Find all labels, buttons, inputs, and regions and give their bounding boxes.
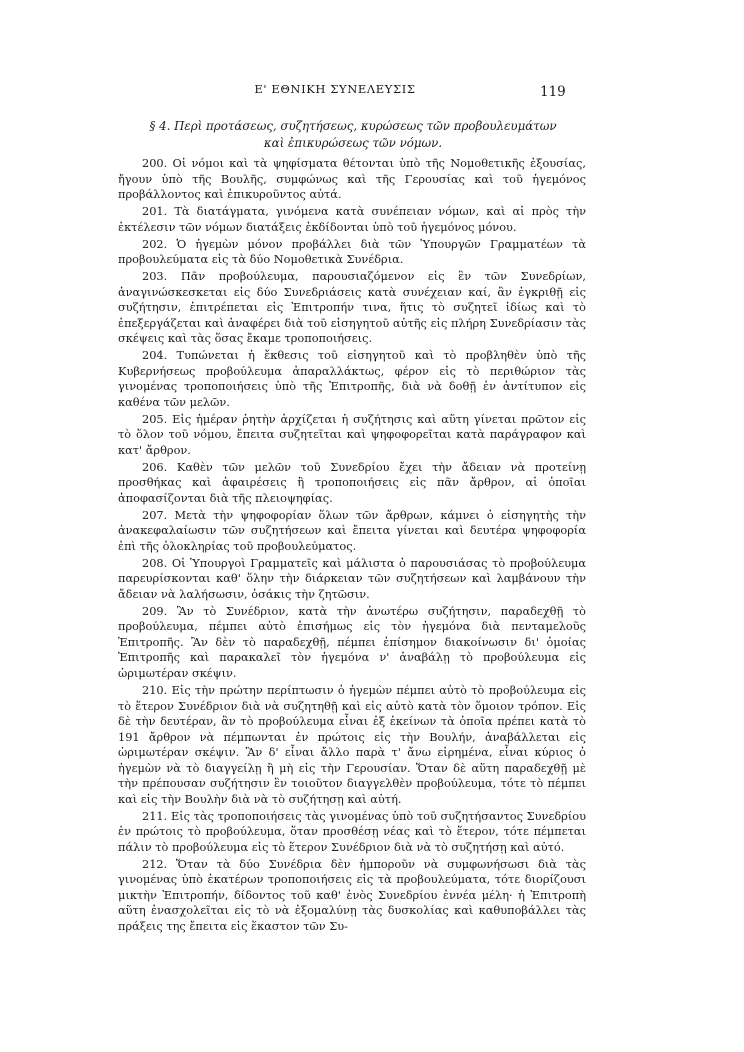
paragraph-text: Καθὲν τῶν μελῶν τοῦ Συνεδρίου ἔχει τὴν ἄδειαν νὰ προτείνῃ προσθήκας καὶ ἀφαιρέσεις ἢ τροποποιήσεις εἰς πᾶν ἄρθρον, αἱ ὁποῖαι ἀποφασίζονται διὰ τῆς πλειοψηφίας. <box>118 459 587 505</box>
paragraph-text: Ὁ ἡγεμὼν μόνον προβάλλει διὰ τῶν Ὑπουργῶν Γραμματέων τὰ προβουλεύματα εἰς τὰ δύο Νομοθετικὰ Συνέδρια. <box>118 236 586 267</box>
paragraph-number: 201. <box>142 204 168 219</box>
paragraph-number: 211. <box>142 808 168 823</box>
paragraph-203 <box>118 269 586 347</box>
section-heading-line-2: καὶ ἐπικυρώσεως τῶν νόμων. <box>263 136 443 150</box>
paragraph-number: 207. <box>142 507 168 522</box>
paragraph-number: 208. <box>142 555 168 570</box>
paragraph-text: Ὅταν τὰ δύο Συνέδρια δὲν ἠμποροῦν νὰ συμφωνήσωσι διὰ τὰς γινομένας ὑπὸ ἑκατέρων τροποποιήσεις εἰς τὰ προβουλεύματα, τότε διορίζουσι μικτὴν Ἐπιτροπήν, δίδοντος τοῦ καθ' ἑνὸς Συνεδρίου ἐννέα μέλη· ἡ Ἐπιτροπὴ αὕτη ἐνασχολεῖται εἰς τὸ νὰ ἐξομαλύνῃ τὰς δυσκολίας καὶ καθυποβάλλει τὰς πράξεις της ἔπειτα εἰς ἕκαστον τῶν Συ- <box>118 856 586 933</box>
paragraph-202 <box>118 237 586 268</box>
paragraph-212 <box>118 857 586 935</box>
paragraph-205 <box>118 412 586 459</box>
paragraph-number: 212. <box>142 856 168 871</box>
section-heading-line-1: § 4. Περὶ προτάσεως, συζητήσεως, κυρώσεως τῶν προβουλευμάτων <box>149 119 557 133</box>
paragraph-text: Εἰς τὰς τροποποιήσεις τὰς γινομένας ὑπὸ τοῦ συζητήσαντος Συνεδρίου ἐν πρώτοις τὸ προβούλευμα, ὅταν προσθέσῃ νέας καὶ τὸ ἕτερον, τότε πέμπεται πάλιν τὸ προβούλευμα εἰς τὸ ἕτερον Συνέδριον διὰ νὰ τὸ συζητήσῃ καὶ αὐτό. <box>118 808 586 854</box>
section-heading <box>118 118 588 152</box>
paragraph-number: 204. <box>142 348 168 363</box>
paragraph-number: 203. <box>142 269 168 283</box>
paragraph-number: 200. <box>142 156 168 170</box>
paragraph-number: 202. <box>142 236 168 251</box>
paragraph-text: Τυπώνεται ἡ ἔκθεσις τοῦ εἰσηγητοῦ καὶ τὸ προβληθὲν ὑπὸ τῆς Κυβερνήσεως προβούλευμα ἀπαραλλάκτως, φέρον εἰς τὸ περιθώριον τὰς γινομένας τροποποιήσεις ὑπὸ τῆς Ἐπιτροπῆς, διὰ νὰ δοθῇ ἐν ἀντίτυπον εἰς καθένα τῶν μελῶν. <box>118 348 587 409</box>
paragraph-text: Ἂν τὸ Συνέδριον, κατὰ τὴν ἀνωτέρω συζήτησιν, παραδεχθῇ τὸ προβούλευμα, πέμπει αὐτὸ ἐπισήμως εἰς τὸν ἡγεμόνα διὰ πενταμελοῦς Ἐπιτροπῆς. Ἂν δὲν τὸ παραδεχθῇ, πέμπει ἐπίσημον διακοίνωσιν δι' ὁμοίας Ἐπιτροπῆς καὶ παρακαλεῖ τὸν ἡγεμόνα ν' ἀναβάλῃ τὸ προβούλευμα εἰς ὡριμωτέραν σκέψιν. <box>118 603 586 681</box>
running-title: Ε' ΕΘΝΙΚΗ ΣΥΝΕΛΕΥΣΙΣ <box>254 82 416 96</box>
paragraph-208 <box>118 556 586 603</box>
paragraph-209 <box>118 604 586 682</box>
paragraph-207 <box>118 508 586 555</box>
paragraph-text: Εἰς τὴν πρώτην περίπτωσιν ὁ ἡγεμὼν πέμπει αὐτὸ τὸ προβούλευμα εἰς τὸ ἕτερον Συνέδριον διὰ νὰ συζητηθῇ καὶ εἰς αὐτὸ κατὰ τὸν ὅμοιον τρόπον. Εἰς δὲ τὴν δευτέραν, ἂν τὸ προβούλευμα εἶναι ἐξ ἐκείνων τὰ ὁποῖα πρέπει κατὰ τὸ 191 ἄρθρον νὰ πέμπωνται ἐν πρώτοις εἰς τὴν Βουλήν, ἀναβάλλεται εἰς ὡριμωτέραν σκέψιν. Ἂν δ' εἶναι ἄλλο παρὰ τ' ἄνω εἰρημένα, εἶναι κύριος ὁ ἡγεμὼν νὰ τὸ διαγγείλῃ ἢ μὴ εἰς τὴν Γερουσίαν. Ὅταν δὲ αὕτη παραδεχθῇ μὲ τὴν πρέπουσαν συζήτησιν ἓν τοιοῦτον διαγγελθὲν προβούλευμα, τότε τὸ πέμπει καὶ εἰς τὴν Βουλὴν διὰ νὰ τὸ συζήτησῃ καὶ αὐτή. <box>118 682 586 806</box>
paragraph-text: Οἱ Ὑπουργοὶ Γραμματεῖς καὶ μάλιστα ὁ παρουσιάσας τὸ προβούλευμα παρευρίσκονται καθ' ὅλην τὴν διάρκειαν τῶν συζητήσεων καὶ λαμβάνουν τὴν ἄδειαν νὰ λαλήσωσιν, ὁσάκις τὴν ζητῶσιν. <box>118 555 586 601</box>
paragraph-211 <box>118 809 586 856</box>
paragraph-text: Μετὰ τὴν ψηφοφορίαν ὅλων τῶν ἄρθρων, κάμνει ὁ εἰσηγητὴς τὴν ἀνακεφαλαίωσιν τῶν συζητήσεων καὶ ἔπειτα γίνεται καὶ δευτέρα ψηφοφορία ἐπὶ τῆς ὁλοκληρίας τοῦ προβουλεύματος. <box>118 507 586 553</box>
paragraph-number: 206. <box>142 459 168 474</box>
paragraph-201 <box>118 204 586 235</box>
paragraph-text: Εἰς ἡμέραν ῥητὴν ἀρχίζεται ἡ συζήτησις καὶ αὕτη γίνεται πρῶτον εἰς τὸ ὅλον τοῦ νόμου, ἔπειτα συζητεῖται καὶ ψηφοφορεῖται κατὰ παράγραφον καὶ κατ' ἄρθρον. <box>118 411 586 457</box>
paragraph-text: Πᾶν προβούλευμα, παρουσιαζόμενον εἰς ἓν τῶν Συνεδρίων, ἀναγινώσκεσκεται εἰς δύο Συνεδριάσεις κατὰ συνέχειαν καί, ἂν ἐγκριθῇ εἰς συζήτησιν, ἐπιτρέπεται εἰς Ἐπιτροπήν τινα, ἥτις τὸ συζητεῖ ἰδίως καὶ τὸ ἐπεξεργάζεται καὶ ἀναφέρει διὰ τοῦ εἰσηγητοῦ αὐτῆς εἰς πλήρη Συνεδρίασιν τὰς σκέψεις καὶ τὰς ὅσας ἔκαμε τροποποιήσεις. <box>118 269 586 346</box>
paragraph-206 <box>118 460 586 507</box>
running-head <box>0 80 744 100</box>
paragraph-number: 209. <box>142 603 168 618</box>
paragraph-text: Οἱ νόμοι καὶ τὰ ψηφίσματα θέτονται ὑπὸ τῆς Νομοθετικῆς ἐξουσίας, ἤγουν ὑπὸ τῆς Βουλῆς, συμφώνως καὶ τῆς Γερουσίας καὶ τοῦ ἡγεμόνος προβάλλοντος καὶ ἐπικυροῦντος αὐτά. <box>118 156 586 202</box>
paragraph-number: 210. <box>142 682 168 697</box>
page-number: 119 <box>540 84 566 100</box>
body-text <box>118 156 586 936</box>
paragraph-210 <box>118 683 586 807</box>
paragraph-204 <box>118 348 586 410</box>
paragraph-200 <box>118 156 586 203</box>
paragraph-text: Τὰ διατάγματα, γινόμενα κατὰ συνέπειαν νόμων, καὶ αἱ πρὸς τὴν ἐκτέλεσιν τῶν νόμων διατάξεις ἐκδίδονται ὑπὸ τοῦ ἡγεμόνος μόνου. <box>118 204 587 234</box>
paragraph-number: 205. <box>142 411 168 426</box>
